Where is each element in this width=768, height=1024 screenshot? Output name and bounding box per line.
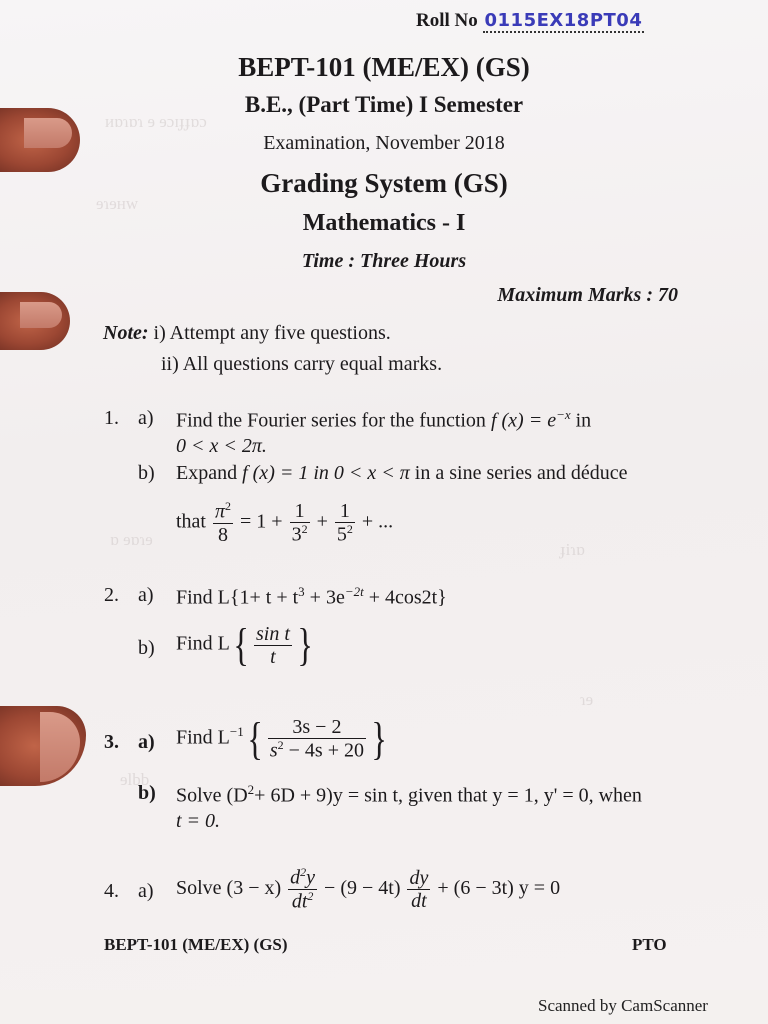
bleed-through-text: ɟiɿɒ (560, 540, 585, 559)
q3a-marker: a) (138, 731, 155, 753)
q4-number: 4. (104, 880, 119, 902)
camscanner-watermark: Scanned by CamScanner (538, 996, 708, 1015)
bleed-through-text: ɘlbb (120, 770, 150, 789)
q3a-text: Find $L^{-1}${ $\frac{3s - 2}{s^2 - 4s + 20}$ } (176, 713, 387, 764)
note-ii-text: All questions carry equal marks. (182, 353, 443, 375)
bleed-through-text: ɒ ɘɒɿɘ (110, 530, 153, 549)
q1b-text: Expand f (x) = 1 in 0 < x < π in a sine series and déduce (176, 462, 628, 484)
bleed-through-text: ᴎɒɿɒɿ ɘ ɘɔɪɟɟɒɔ (105, 112, 207, 131)
footer-paper-code: BEPT-101 (ME/EX) (GS) (104, 935, 288, 954)
q2b-text: Find L{ $\frac{\text{sin t}}{t}$ } (176, 619, 313, 670)
q3b-text: Solve $(D^2+ 6D + 9)y = \sin t$, given that y = 1, y' = 0, when (176, 782, 642, 807)
q1b-series: that $\frac{\pi^2}{8}$ = 1 + $\frac{1}{3^2}$ + $\frac{1}{5^2}$ + ... (176, 499, 394, 546)
maximum-marks: Maximum Marks : 70 (497, 284, 678, 306)
q2a-text: Find $L\{1+ t + t^3 + 3e^{-2t} + 4\cos 2t\}$ (176, 584, 447, 609)
finger-bottom (0, 706, 86, 786)
q4a-marker: a) (138, 880, 154, 902)
note-i-marker: i) (153, 322, 166, 344)
q4a-text: Solve (3 − x) $\frac{d^2y}{dt^2}$ − (9 − 4t) $\frac{dy}{dt}$ + (6 − 3t) y = 0 (176, 865, 561, 913)
roll-label: Roll No (416, 10, 478, 31)
q2b-marker: b) (138, 637, 155, 659)
time-allowed: Time : Three Hours (301, 250, 467, 272)
exam-session: Examination, November 2018 (263, 132, 505, 154)
q2a-marker: a) (138, 584, 154, 606)
q3-number: 3. (104, 731, 119, 753)
roll-number (416, 10, 644, 32)
note-label: Note: (103, 322, 149, 344)
bleed-through-text: ɘɿɘʜw (96, 194, 139, 213)
note-ii (161, 353, 442, 376)
course-name: B.E., (Part Time) I Semester (244, 92, 524, 117)
q3b-marker: b) (138, 782, 156, 804)
note-ii-marker: ii) (161, 353, 179, 375)
q2-number: 2. (104, 584, 119, 606)
note-block (103, 322, 391, 345)
footer-pto: PTO (632, 935, 667, 954)
q1a-range: 0 < x < 2π. (176, 435, 267, 457)
q3b-condition: t = 0. (176, 810, 221, 832)
note-i-text: Attempt any five questions. (169, 322, 391, 344)
finger-middle (0, 292, 70, 350)
bleed-through-text: ɿɘ (580, 690, 594, 709)
grading-system: Grading System (GS) (260, 168, 508, 198)
roll-number-value: 0115EX18PT04 (484, 10, 643, 31)
paper-code: BEPT-101 (ME/EX) (GS) (238, 52, 530, 82)
q1a-marker: a) (138, 407, 154, 429)
q1a-text: Find the Fourier series for the function f $(x) = e^{-x}$ in (176, 407, 592, 432)
subject-title: Mathematics - I (302, 210, 466, 236)
q1-number: 1. (104, 407, 119, 429)
q1b-marker: b) (138, 462, 155, 484)
